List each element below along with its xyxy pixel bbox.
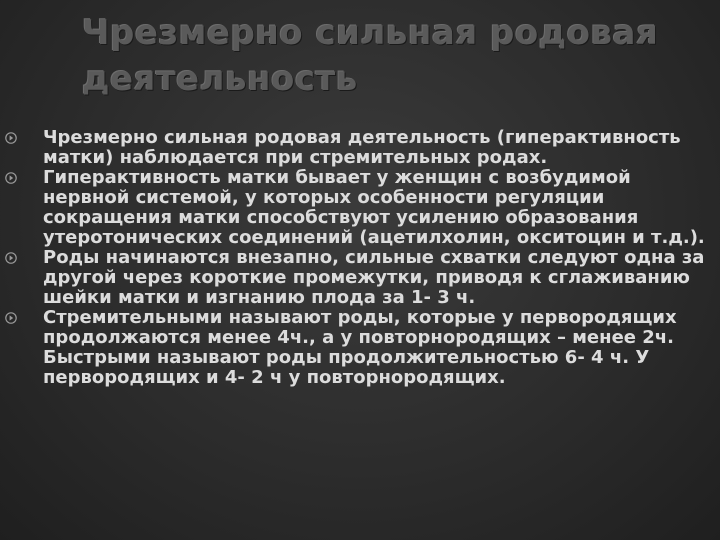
list-item [0,248,720,308]
list-item-text: Чрезмерно сильная родовая деятельность (гиперактивность матки) наблюдается при стремительных родах. [43,127,681,168]
circled-arrow-icon [5,132,17,144]
circled-arrow-icon [5,252,17,264]
list-item-text: Роды начинаются внезапно, сильные схватки следуют одна за другой через короткие промежутки, приводя к сглаживанию шейки матки и изгнанию плода за 1- 3 ч. [43,247,705,308]
list-item-text: Стремительными называют роды, которые у первородящих продолжаются менее 4ч., а у повторнородящих – менее 2ч. Быстрыми называют роды продолжительностью 6- 4 ч. У первородящих и 4- 2 ч у повторнородящих. [43,307,677,388]
list-item [0,168,720,248]
slide-title: Чрезмерно сильная родовая деятельность [82,13,659,99]
list-item [0,128,720,168]
list-item [0,308,720,388]
circled-arrow-icon [5,312,17,324]
bullet-list [0,128,720,388]
circled-arrow-icon [5,172,17,184]
list-item-text: Гиперактивность матки бывает у женщин с возбудимой нервной системой, у которых особенности регуляции сокращения матки способствуют усилению образования утеротонических соединений (ацетилхолин, окситоцин и т.д.). [43,167,705,248]
